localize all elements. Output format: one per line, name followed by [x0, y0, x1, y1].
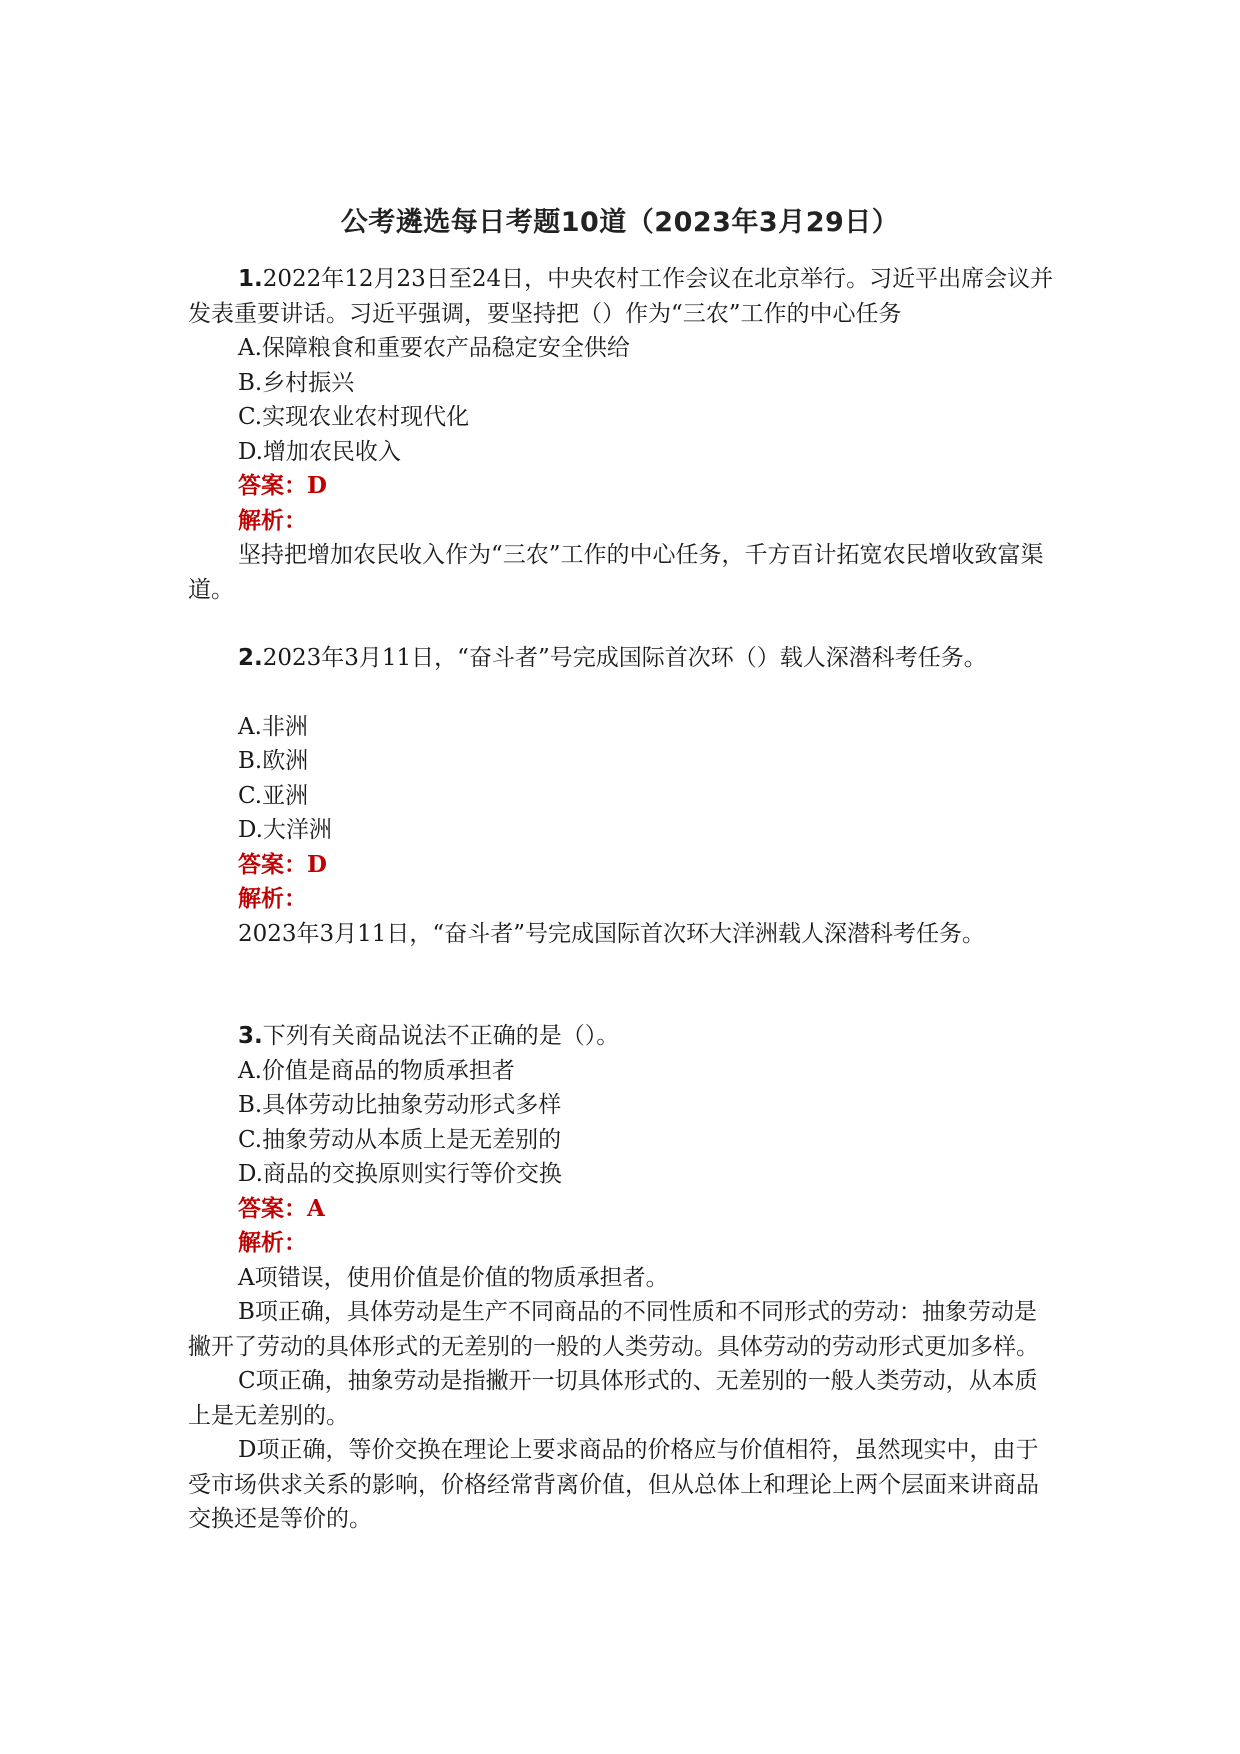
question-stem — [188, 641, 1054, 676]
analysis-label: 解析： — [238, 506, 307, 534]
question-text: 2023年3月11日，“奋斗者”号完成国际首次环（）载人深潜科考任务。 — [262, 645, 987, 671]
option-a: A.价值是商品的物质承担者 — [238, 1057, 515, 1084]
analysis-label: 解析： — [238, 885, 307, 912]
analysis-text: A项错误，使用价值是价值的物质承担者。 — [238, 1264, 669, 1291]
option-a: A.非洲 — [238, 713, 308, 740]
question-number: 1. — [238, 266, 263, 292]
spacer — [188, 676, 1054, 710]
answer-label: 答案：A — [238, 1194, 325, 1222]
question-1 — [188, 262, 1054, 607]
option-c: C.亚洲 — [238, 782, 309, 809]
spacer — [188, 607, 1054, 641]
question-stem — [188, 262, 1054, 331]
analysis-text: B项正确，具体劳动是生产不同商品的不同性质和不同形式的劳动：抽象劳动是撇开了劳动的具体形式的无差别的一般的人类劳动。具体劳动的劳动形式更加多样。 — [188, 1299, 1039, 1360]
analysis-text: D项正确，等价交换在理论上要求商品的价格应与价值相符，虽然现实中，由于受市场供求关系的影响，价格经常背离价值，但从总体上和理论上两个层面来讲商品交换还是等价的。 — [188, 1437, 1039, 1532]
question-stem — [188, 1019, 1054, 1054]
analysis-text: 2023年3月11日，“奋斗者”号完成国际首次环大洋洲载人深潜科考任务。 — [238, 920, 985, 947]
question-text: 2022年12月23日至24日，中央农村工作会议在北京举行。习近平出席会议并发表重要讲话。习近平强调，要坚持把（）作为“三农”工作的中心任务 — [188, 266, 1054, 327]
page-title: 公考遴选每日考题10道（2023年3月29日） — [340, 207, 900, 238]
option-b: B.欧洲 — [238, 748, 309, 774]
analysis-text: 坚持把增加农民收入作为“三农”工作的中心任务，千方百计拓宽农民增收致富渠道。 — [188, 542, 1044, 603]
option-d: D.商品的交换原则实行等价交换 — [238, 1161, 562, 1187]
question-number: 3. — [238, 1023, 263, 1049]
spacer — [188, 951, 1054, 1019]
question-3 — [188, 1019, 1054, 1537]
option-a: A.保障粮食和重要农产品稳定安全供给 — [238, 335, 630, 361]
option-c: C.实现农业农村现代化 — [238, 404, 470, 430]
option-d: D.增加农民收入 — [238, 438, 401, 465]
option-c: C.抽象劳动从本质上是无差别的 — [238, 1126, 562, 1153]
analysis-label: 解析： — [238, 1229, 307, 1256]
answer-label: 答案：D — [238, 472, 327, 499]
analysis-text: C项正确，抽象劳动是指撇开一切具体形式的、无差别的一般人类劳动，从本质上是无差别的。 — [188, 1368, 1038, 1429]
question-text: 下列有关商品说法不正确的是（）。 — [262, 1023, 620, 1049]
answer-label: 答案：D — [238, 850, 327, 878]
option-b: B.具体劳动比抽象劳动形式多样 — [238, 1092, 562, 1118]
option-b: B.乡村振兴 — [238, 369, 355, 396]
question-list — [188, 262, 1054, 1537]
question-number: 2. — [238, 645, 263, 671]
question-2 — [188, 641, 1054, 951]
option-d: D.大洋洲 — [238, 817, 332, 843]
